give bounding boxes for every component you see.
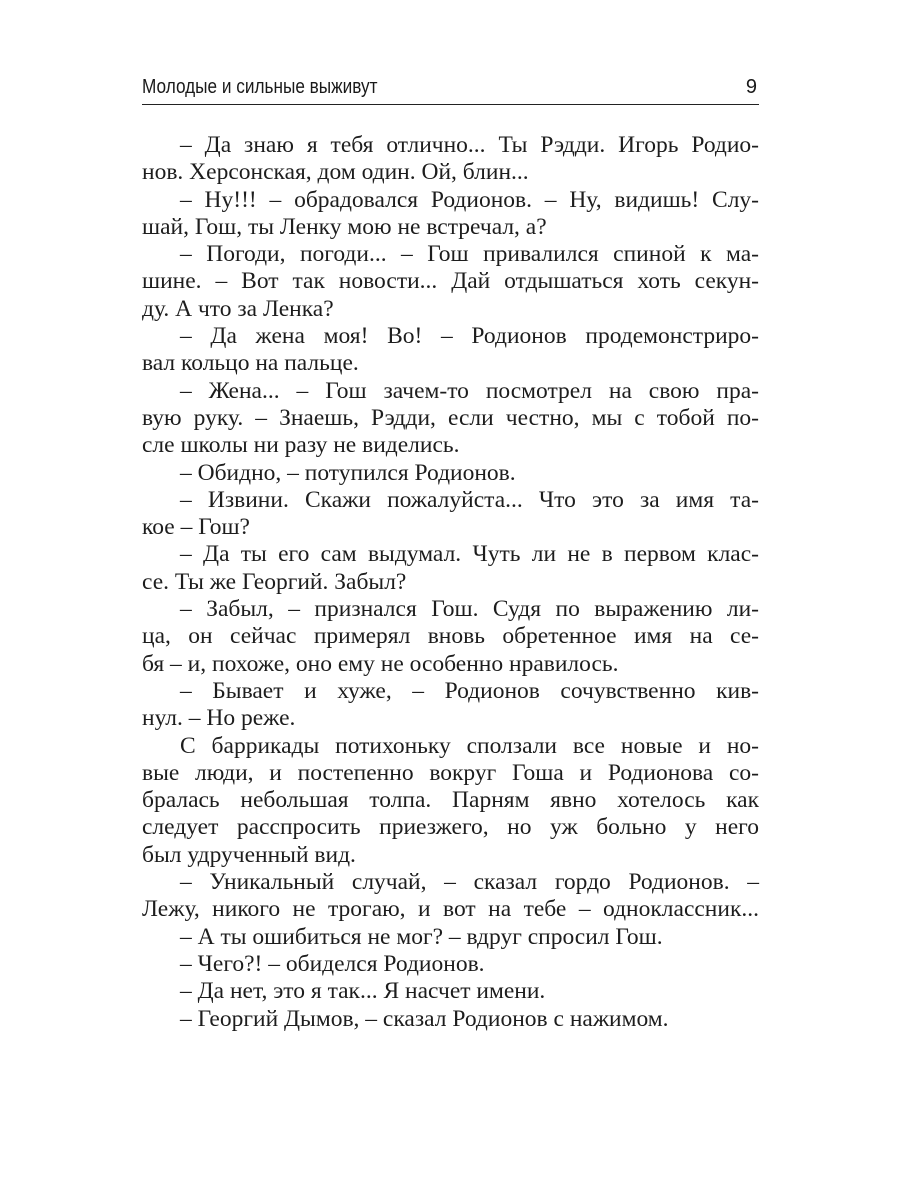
text-line: – Чего?! – обиделся Родионов. <box>180 950 485 977</box>
text-line: – Погоди, погоди... – Гош привалился спиной к ма- <box>180 241 759 268</box>
text-line: бралась небольшая толпа. Парням явно хотелось как <box>142 787 759 814</box>
text-line: – Уникальный случай, – сказал гордо Родионов. – <box>180 869 759 896</box>
text-line: кое – Гош? <box>142 514 250 541</box>
text-line: – А ты ошибиться не мог? – вдруг спросил Гош. <box>180 923 663 950</box>
text-line: был удрученный вид. <box>142 841 356 868</box>
text-line: сле школы ни разу не виделись. <box>142 432 460 459</box>
page-number: 9 <box>745 76 757 98</box>
running-title: Молодые и сильные выживут <box>142 76 378 98</box>
text-line: следует расспросить приезжего, но уж больно у него <box>142 814 759 841</box>
text-line: – Да ты его сам выдумал. Чуть ли не в первом клас- <box>180 541 759 568</box>
text-line: – Бывает и хуже, – Родионов сочувственно кив- <box>180 677 759 704</box>
text-line: вую руку. – Знаешь, Рэдди, если честно, мы с тобой по- <box>142 404 759 431</box>
text-line: – Жена... – Гош зачем-то посмотрел на свою пра- <box>180 377 759 404</box>
text-line: шине. – Вот так новости... Дай отдышаться хоть секун- <box>142 268 759 295</box>
text-line: нул. – Но реже. <box>142 705 296 732</box>
text-line: – Обидно, – потупился Родионов. <box>180 459 516 486</box>
text-line: шай, Гош, ты Ленку мою не встречал, а? <box>142 213 547 240</box>
text-line: – Забыл, – признался Гош. Судя по выражению ли- <box>180 596 759 623</box>
text-line: – Извини. Скажи пожалуйста... Что это за имя та- <box>180 486 759 513</box>
text-line: се. Ты же Георгий. Забыл? <box>142 568 407 595</box>
text-line: вал кольцо на пальце. <box>142 350 359 377</box>
text-line: – Ну!!! – обрадовался Родионов. – Ну, видишь! Слу- <box>180 186 759 213</box>
text-line: Лежу, никого не трогаю, и вот на тебе – одноклассник... <box>142 896 759 923</box>
page-body-text <box>142 132 759 1033</box>
text-line: нов. Херсонская, дом один. Ой, блин... <box>142 159 529 186</box>
text-line: вые люди, и постепенно вокруг Гоша и Родионова со- <box>142 759 759 786</box>
text-line: С баррикады потихоньку сползали все новые и но- <box>180 732 759 759</box>
text-line: – Георгий Дымов, – сказал Родионов с нажимом. <box>180 1005 669 1032</box>
running-header <box>142 74 759 105</box>
text-line: – Да жена моя! Во! – Родионов продемонстриро- <box>180 323 759 350</box>
text-line: – Да знаю я тебя отлично... Ты Рэдди. Игорь Родио- <box>180 132 759 158</box>
text-line: бя – и, похоже, оно ему не особенно нравилось. <box>142 650 619 677</box>
text-line: ду. А что за Ленка? <box>142 295 334 322</box>
text-line: ца, он сейчас примерял вновь обретенное имя на се- <box>142 623 759 650</box>
text-line: – Да нет, это я так... Я насчет имени. <box>180 978 546 1005</box>
